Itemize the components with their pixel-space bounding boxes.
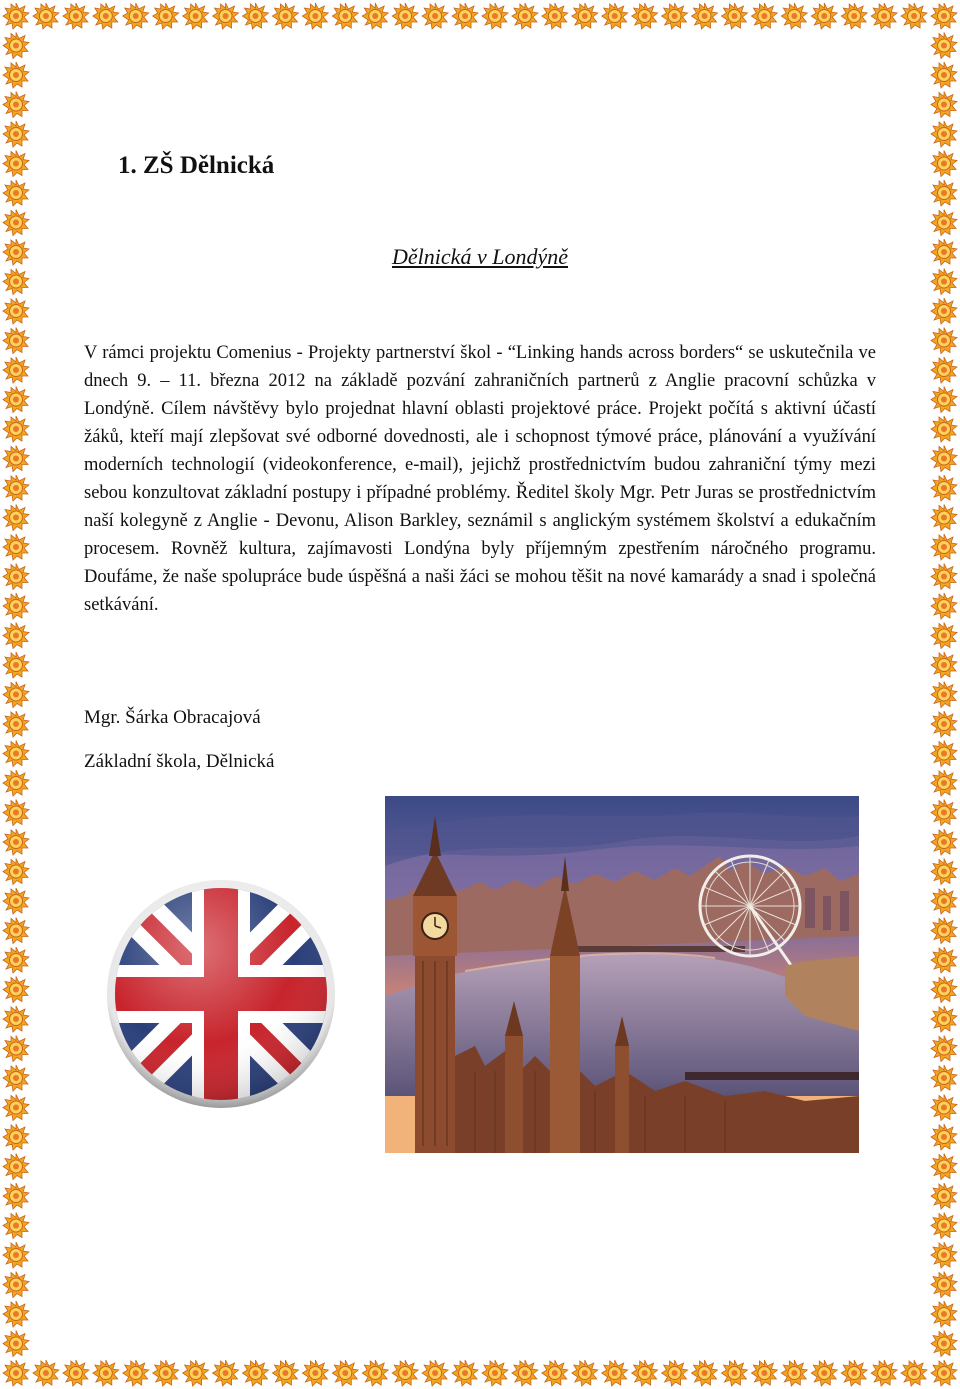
union-jack-badge-icon (106, 879, 336, 1109)
author-name: Mgr. Šárka Obracajová (84, 707, 261, 728)
author-school: Základní škola, Dělnická (84, 751, 275, 772)
london-skyline-photo (385, 796, 859, 1153)
page-subtitle: Dělnická v Londýně (392, 244, 568, 269)
article-body: V rámci projektu Comenius - Projekty partnerství škol - “Linking hands across borders“ se uskutečnila ve dnech 9. – 11. března 2012 na základě pozvání zahraničních partnerů z Anglie pracovní schůzka v Londýně. Cílem návštěvy bylo projednat hlavní oblasti projektové práce. Projekt počítá s aktivní účastí žáků, kteří mají zlepšovat své odborné dovednosti, ale i schopnost týmové práce, plánování a využívání moderních technologií (videokonference, e-mail), jejichž prostřednictvím budou zahraniční týmy mezi sebou konzultovat základní postupy i případné problémy. Ředitel školy Mgr. Petr Juras se prostřednictvím naší kolegyně z Anglie - Devonu, Alison Barkley, seznámil s anglickým systémem školství a edukačním procesem. Rovněž kultura, zajímavosti Londýna byly příjemným zpestřením náročného programu. Doufáme, že naše spolupráce bude úspěšná a naši žáci se mohou těšit na nové kamarády a snad i společná setkávání. (84, 343, 876, 615)
page-heading: 1. ZŠ Dělnická (118, 152, 275, 179)
